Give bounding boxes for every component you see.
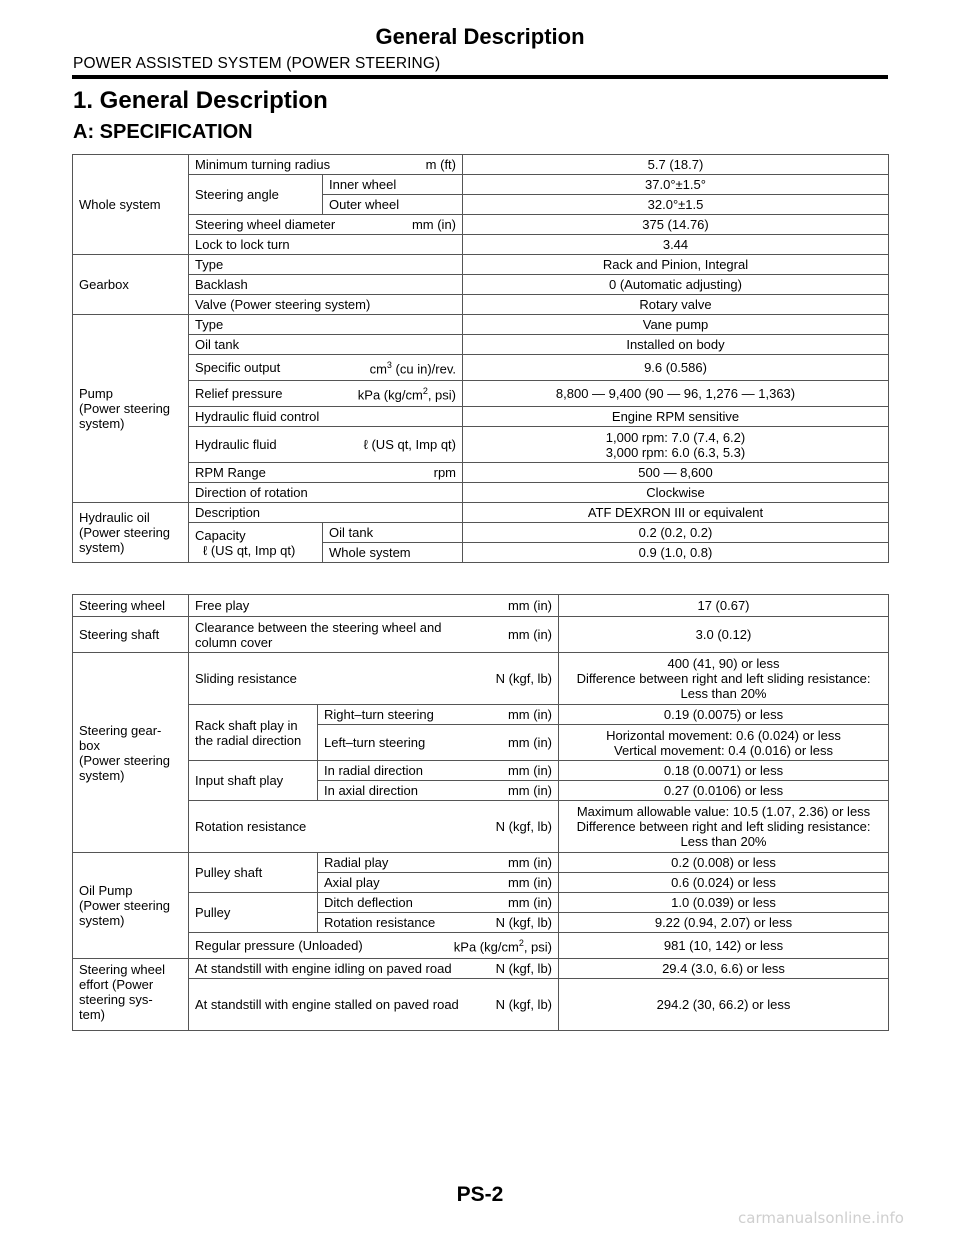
right-turn-steering: Right–turn steering mm (in) [318, 705, 559, 725]
valve-value: Rotary valve [463, 295, 889, 315]
cat-steering-gearbox: Steering gear- box (Power steering system) [73, 653, 189, 853]
rpm-range: RPM Range rpm [189, 463, 463, 483]
oil-tank-value: Installed on body [463, 335, 889, 355]
specific-output: Specific output $cm^3$ (cu in)/rev. [189, 355, 463, 381]
relief-pressure-value: 8,800 — 9,400 (90 — 96, 1,276 — 1,363) [463, 381, 889, 407]
spec-table-2 [72, 594, 889, 1031]
backlash: Backlash [189, 275, 463, 295]
input-shaft-play: Input shaft play [189, 761, 318, 801]
hydraulic-fluid-control-value: Engine RPM sensitive [463, 407, 889, 427]
rotation-resistance: Rotation resistance N (kgf, lb) [189, 801, 559, 853]
rotation-resistance-value: Maximum allowable value: 10.5 (1.07, 2.36) or less Difference between right and left sliding resistance: Less than 20% [559, 801, 889, 853]
radial-play: Radial play mm (in) [318, 853, 559, 873]
steering-angle: Steering angle [189, 175, 323, 215]
sw-diameter: Steering wheel diameter mm (in) [189, 215, 463, 235]
inner-wheel: Inner wheel [323, 175, 463, 195]
outer-wheel: Outer wheel [323, 195, 463, 215]
page-number: PS-2 [456, 1183, 504, 1206]
cat-gearbox: Gearbox [73, 255, 189, 315]
oil-description-value: ATF DEXRON III or equivalent [463, 503, 889, 523]
section-title: 1. General Description [73, 87, 328, 114]
sw-diameter-value: 375 (14.76) [463, 215, 889, 235]
clearance: Clearance between the steering wheel and column cover mm (in) [189, 617, 559, 653]
pump-type-value: Vane pump [463, 315, 889, 335]
min-turning-radius: Minimum turning radius m (ft) [189, 155, 463, 175]
rack-shaft-play: Rack shaft play in the radial direction [189, 705, 318, 761]
in-axial-direction: In axial direction mm (in) [318, 781, 559, 801]
capacity-oil-tank-value: 0.2 (0.2, 0.2) [463, 523, 889, 543]
cat-steering-shaft: Steering shaft [73, 617, 189, 653]
capacity: Capacity ℓ (US qt, Imp qt) [189, 523, 323, 563]
pulley-shaft: Pulley shaft [189, 853, 318, 893]
clearance-value: 3.0 (0.12) [559, 617, 889, 653]
hydraulic-fluid: Hydraulic fluid ℓ (US qt, Imp qt) [189, 427, 463, 463]
rotation-direction: Direction of rotation [189, 483, 463, 503]
relief-pressure: Relief pressure kPa ($kg/cm^2$, psi) [189, 381, 463, 407]
header-rule [72, 75, 888, 79]
rpm-range-value: 500 — 8,600 [463, 463, 889, 483]
effort-idling: At standstill with engine idling on paved road N (kgf, lb) [189, 959, 559, 979]
inner-wheel-value: 37.0°±1.5° [463, 175, 889, 195]
effort-idling-value: 29.4 (3.0, 6.6) or less [559, 959, 889, 979]
in-axial-value: 0.27 (0.0106) or less [559, 781, 889, 801]
spec-table-1 [72, 154, 889, 563]
oil-description: Description [189, 503, 463, 523]
cat-whole-system: Whole system [73, 155, 189, 255]
effort-stalled: At standstill with engine stalled on paved road N (kgf, lb) [189, 979, 559, 1031]
hydraulic-fluid-control: Hydraulic fluid control [189, 407, 463, 427]
section-subtitle: A: SPECIFICATION [73, 121, 253, 143]
cat-pump: Pump (Power steering system) [73, 315, 189, 503]
specific-output-value: 9.6 (0.586) [463, 355, 889, 381]
header-title: General Description [375, 24, 585, 49]
min-turning-radius-value: 5.7 (18.7) [463, 155, 889, 175]
effort-stalled-value: 294.2 (30, 66.2) or less [559, 979, 889, 1031]
cat-oil-pump: Oil Pump (Power steering system) [73, 853, 189, 959]
sliding-resistance-value: 400 (41, 90) or less Difference between right and left sliding resistance: Less than 20% [559, 653, 889, 705]
pulley-rotation-value: 9.22 (0.94, 2.07) or less [559, 913, 889, 933]
backlash-value: 0 (Automatic adjusting) [463, 275, 889, 295]
valve: Valve (Power steering system) [189, 295, 463, 315]
ditch-deflection-value: 1.0 (0.039) or less [559, 893, 889, 913]
free-play-value: 17 (0.67) [559, 595, 889, 617]
gearbox-type-value: Rack and Pinion, Integral [463, 255, 889, 275]
radial-play-value: 0.2 (0.008) or less [559, 853, 889, 873]
free-play: Free play mm (in) [189, 595, 559, 617]
rotation-direction-value: Clockwise [463, 483, 889, 503]
sliding-resistance: Sliding resistance N (kgf, lb) [189, 653, 559, 705]
outer-wheel-value: 32.0°±1.5 [463, 195, 889, 215]
cat-steering-wheel: Steering wheel [73, 595, 189, 617]
in-radial-direction: In radial direction mm (in) [318, 761, 559, 781]
pulley: Pulley [189, 893, 318, 933]
right-turn-value: 0.19 (0.0075) or less [559, 705, 889, 725]
cat-steering-effort: Steering wheel effort (Power steering sys- tem) [73, 959, 189, 1031]
left-turn-value: Horizontal movement: 0.6 (0.024) or less Vertical movement: 0.4 (0.016) or less [559, 725, 889, 761]
gearbox-type: Type [189, 255, 463, 275]
pulley-rotation-resistance: Rotation resistance N (kgf, lb) [318, 913, 559, 933]
pump-type: Type [189, 315, 463, 335]
cat-hydraulic-oil: Hydraulic oil (Power steering system) [73, 503, 189, 563]
capacity-whole-system-value: 0.9 (1.0, 0.8) [463, 543, 889, 563]
in-radial-value: 0.18 (0.0071) or less [559, 761, 889, 781]
capacity-oil-tank: Oil tank [323, 523, 463, 543]
ditch-deflection: Ditch deflection mm (in) [318, 893, 559, 913]
watermark: carmanualsonline.info [738, 1209, 904, 1227]
left-turn-steering: Left–turn steering mm (in) [318, 725, 559, 761]
axial-play-value: 0.6 (0.024) or less [559, 873, 889, 893]
oil-tank: Oil tank [189, 335, 463, 355]
lock-to-lock: Lock to lock turn [189, 235, 463, 255]
axial-play: Axial play mm (in) [318, 873, 559, 893]
lock-to-lock-value: 3.44 [463, 235, 889, 255]
header-subtitle: POWER ASSISTED SYSTEM (POWER STEERING) [73, 55, 441, 72]
hydraulic-fluid-value: 1,000 rpm: 7.0 (7.4, 6.2) 3,000 rpm: 6.0 (6.3, 5.3) [463, 427, 889, 463]
capacity-whole-system: Whole system [323, 543, 463, 563]
regular-pressure: Regular pressure (Unloaded) kPa ($kg/cm^2$, psi) [189, 933, 559, 959]
regular-pressure-value: 981 (10, 142) or less [559, 933, 889, 959]
